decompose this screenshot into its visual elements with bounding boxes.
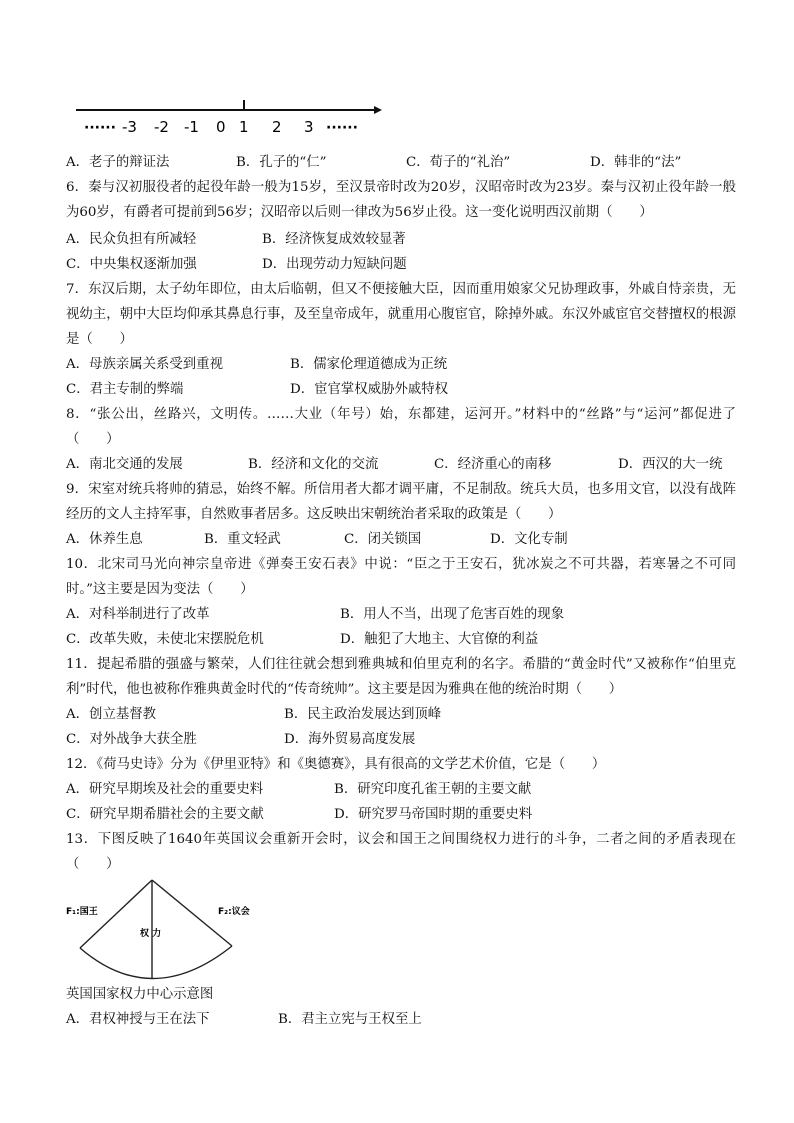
q13-stem: 13．下图反映了1640年英国议会重新开会时，议会和国王之间围绕权力进行的斗争，二者之间的矛盾表现在（ ） [66, 832, 736, 872]
q8-stem: 8．“张公出，丝路兴，文明传。……大业（年号）始，东都建，运河开。”材料中的“丝路”与“运河”都促进了（ ） [66, 407, 736, 447]
q8-options [0, 452, 794, 477]
q9-option-d[interactable]: D．文化专制 [490, 532, 568, 547]
q7-option-d[interactable]: D．宦官掌权威胁外戚特权 [290, 382, 449, 397]
tick-label: 3 [304, 118, 314, 136]
q10-option-b[interactable]: B．用人不当，出现了危害百姓的现象 [340, 607, 565, 622]
tick-label: -1 [184, 118, 199, 136]
q11-option-b[interactable]: B．民主政治发展达到顶峰 [284, 707, 442, 722]
q10-option-c[interactable]: C．改革失败，未使北宋摆脱危机 [66, 632, 264, 647]
number-line-arrow [374, 106, 382, 114]
q5-option-b[interactable]: B．孔子的“仁” [236, 155, 327, 170]
q11-stem: 11．提起希腊的强盛与繁荣，人们往往就会想到雅典城和伯里克利的名字。希腊的“黄金时代”又被称作“伯里克利”时代，他也被称作雅典黄金时代的“传奇统帅”。这主要是因为雅典在他的统治时期（ ） [66, 657, 736, 697]
tick-label: 0 [216, 118, 226, 136]
q5-option-d[interactable]: D．韩非的“法” [590, 155, 682, 170]
q6-stem: 6．秦与汉初服役者的起役年龄一般为15岁，至汉景帝时改为20岁，汉昭帝时改为23岁。秦与汉初止役年龄一般为60岁，有爵者可提前到56岁；汉昭帝以后则一律改为56岁止役。这一变化说明西汉前期（ ） [66, 180, 736, 220]
q7-options-row2 [0, 377, 794, 402]
q11-option-c[interactable]: C．对外战争大获全胜 [66, 732, 197, 747]
q10-options-row2 [0, 627, 794, 652]
diagram-center-label: 权 力 [140, 929, 162, 939]
q10-option-d[interactable]: D．触犯了大地主、大官僚的利益 [340, 632, 539, 647]
diagram-left-label: F₁:国王 [66, 907, 98, 917]
q13-option-b[interactable]: B．君主立宪与王权至上 [278, 1012, 422, 1027]
diagram-caption: 英国国家权力中心示意图 [66, 987, 214, 1002]
q12-option-c[interactable]: C．研究早期希腊社会的主要文献 [66, 807, 264, 822]
q10-stem: 10．北宋司马光向神宗皇帝进《弹奏王安石表》中说：“臣之于王安石，犹冰炭之不可共器，若寒暑之不可同时。”这主要是因为变法（ ） [66, 557, 736, 597]
q11-options-row2 [0, 727, 794, 752]
q11-option-a[interactable]: A．创立基督教 [66, 707, 157, 722]
q7-option-c[interactable]: C．君主专制的弊端 [66, 382, 184, 397]
q9-option-b[interactable]: B．重文轻武 [204, 532, 281, 547]
q7-options-row1 [0, 352, 794, 377]
q9-options [0, 527, 794, 552]
diagram-arc [80, 946, 232, 979]
q13-options-row1 [0, 1007, 794, 1032]
q6-option-c[interactable]: C．中央集权逐渐加强 [66, 257, 197, 272]
q5-option-a[interactable]: A．老子的辩证法 [66, 155, 170, 170]
left-dots: ······ [84, 120, 116, 136]
q11-option-d[interactable]: D．海外贸易高度发展 [284, 732, 416, 747]
q8-option-a[interactable]: A．南北交通的发展 [66, 457, 183, 472]
q9-option-a[interactable]: A．休养生息 [66, 532, 143, 547]
q6-options-row2 [0, 252, 794, 277]
q12-option-d[interactable]: D．研究罗马帝国时期的重要史料 [334, 807, 533, 822]
q6-option-b[interactable]: B．经济恢复成效较显著 [262, 232, 406, 247]
diagram-right-label: F₂:议会 [218, 907, 250, 917]
q8-option-d[interactable]: D．西汉的大一统 [618, 457, 723, 472]
q7-stem: 7．东汉后期，太子幼年即位，由太后临朝，但又不便接触大臣，因而重用娘家父兄协理政事，外戚自恃亲贵，无视幼主，朝中大臣均仰承其鼻息行事，及至皇帝成年，就重用心腹宦官，除掉外戚。东汉外戚宦官交替擅权的根源是（ ） [66, 282, 736, 347]
right-dots: ······ [326, 120, 358, 136]
power-center-diagram [66, 874, 256, 984]
q8-option-c[interactable]: C．经济重心的南移 [434, 457, 552, 472]
q12-options-row2 [0, 802, 794, 827]
q5-option-c[interactable]: C．荀子的“礼治” [406, 155, 511, 170]
tick-label: 1 [239, 118, 249, 136]
number-line-figure [74, 98, 384, 142]
q10-option-a[interactable]: A．对科举制进行了改革 [66, 607, 210, 622]
q6-options-row1 [0, 227, 794, 252]
q7-option-b[interactable]: B．儒家伦理道德成为正统 [290, 357, 448, 372]
q13-option-a[interactable]: A．君权神授与王在法下 [66, 1012, 210, 1027]
q7-option-a[interactable]: A．母族亲属关系受到重视 [66, 357, 223, 372]
q12-option-b[interactable]: B．研究印度孔雀王朝的主要文献 [334, 782, 532, 797]
tick-label: 2 [272, 118, 282, 136]
q9-option-c[interactable]: C．闭关锁国 [344, 532, 422, 547]
q11-options-row1 [0, 702, 794, 727]
tick-label: -2 [154, 118, 169, 136]
q6-option-a[interactable]: A．民众负担有所减轻 [66, 232, 197, 247]
q8-option-b[interactable]: B．经济和文化的交流 [248, 457, 379, 472]
q12-options-row1 [0, 777, 794, 802]
q9-stem: 9．宋室对统兵将帅的猜忌，始终不解。所信用者大都才调平庸，不足制敌。统兵大员，也多用文官，以没有战阵经历的文人主持军事，自然败事者居多。这反映出宋朝统治者采取的政策是（ ） [66, 482, 736, 522]
q5-options [0, 150, 794, 175]
q10-options-row1 [0, 602, 794, 627]
q6-option-d[interactable]: D．出现劳动力短缺问题 [262, 257, 407, 272]
tick-label: -3 [122, 118, 137, 136]
q12-option-a[interactable]: A．研究早期埃及社会的重要史料 [66, 782, 264, 797]
q12-stem: 12．《荷马史诗》分为《伊里亚特》和《奥德赛》，具有很高的文学艺术价值，它是（ ） [66, 757, 606, 772]
